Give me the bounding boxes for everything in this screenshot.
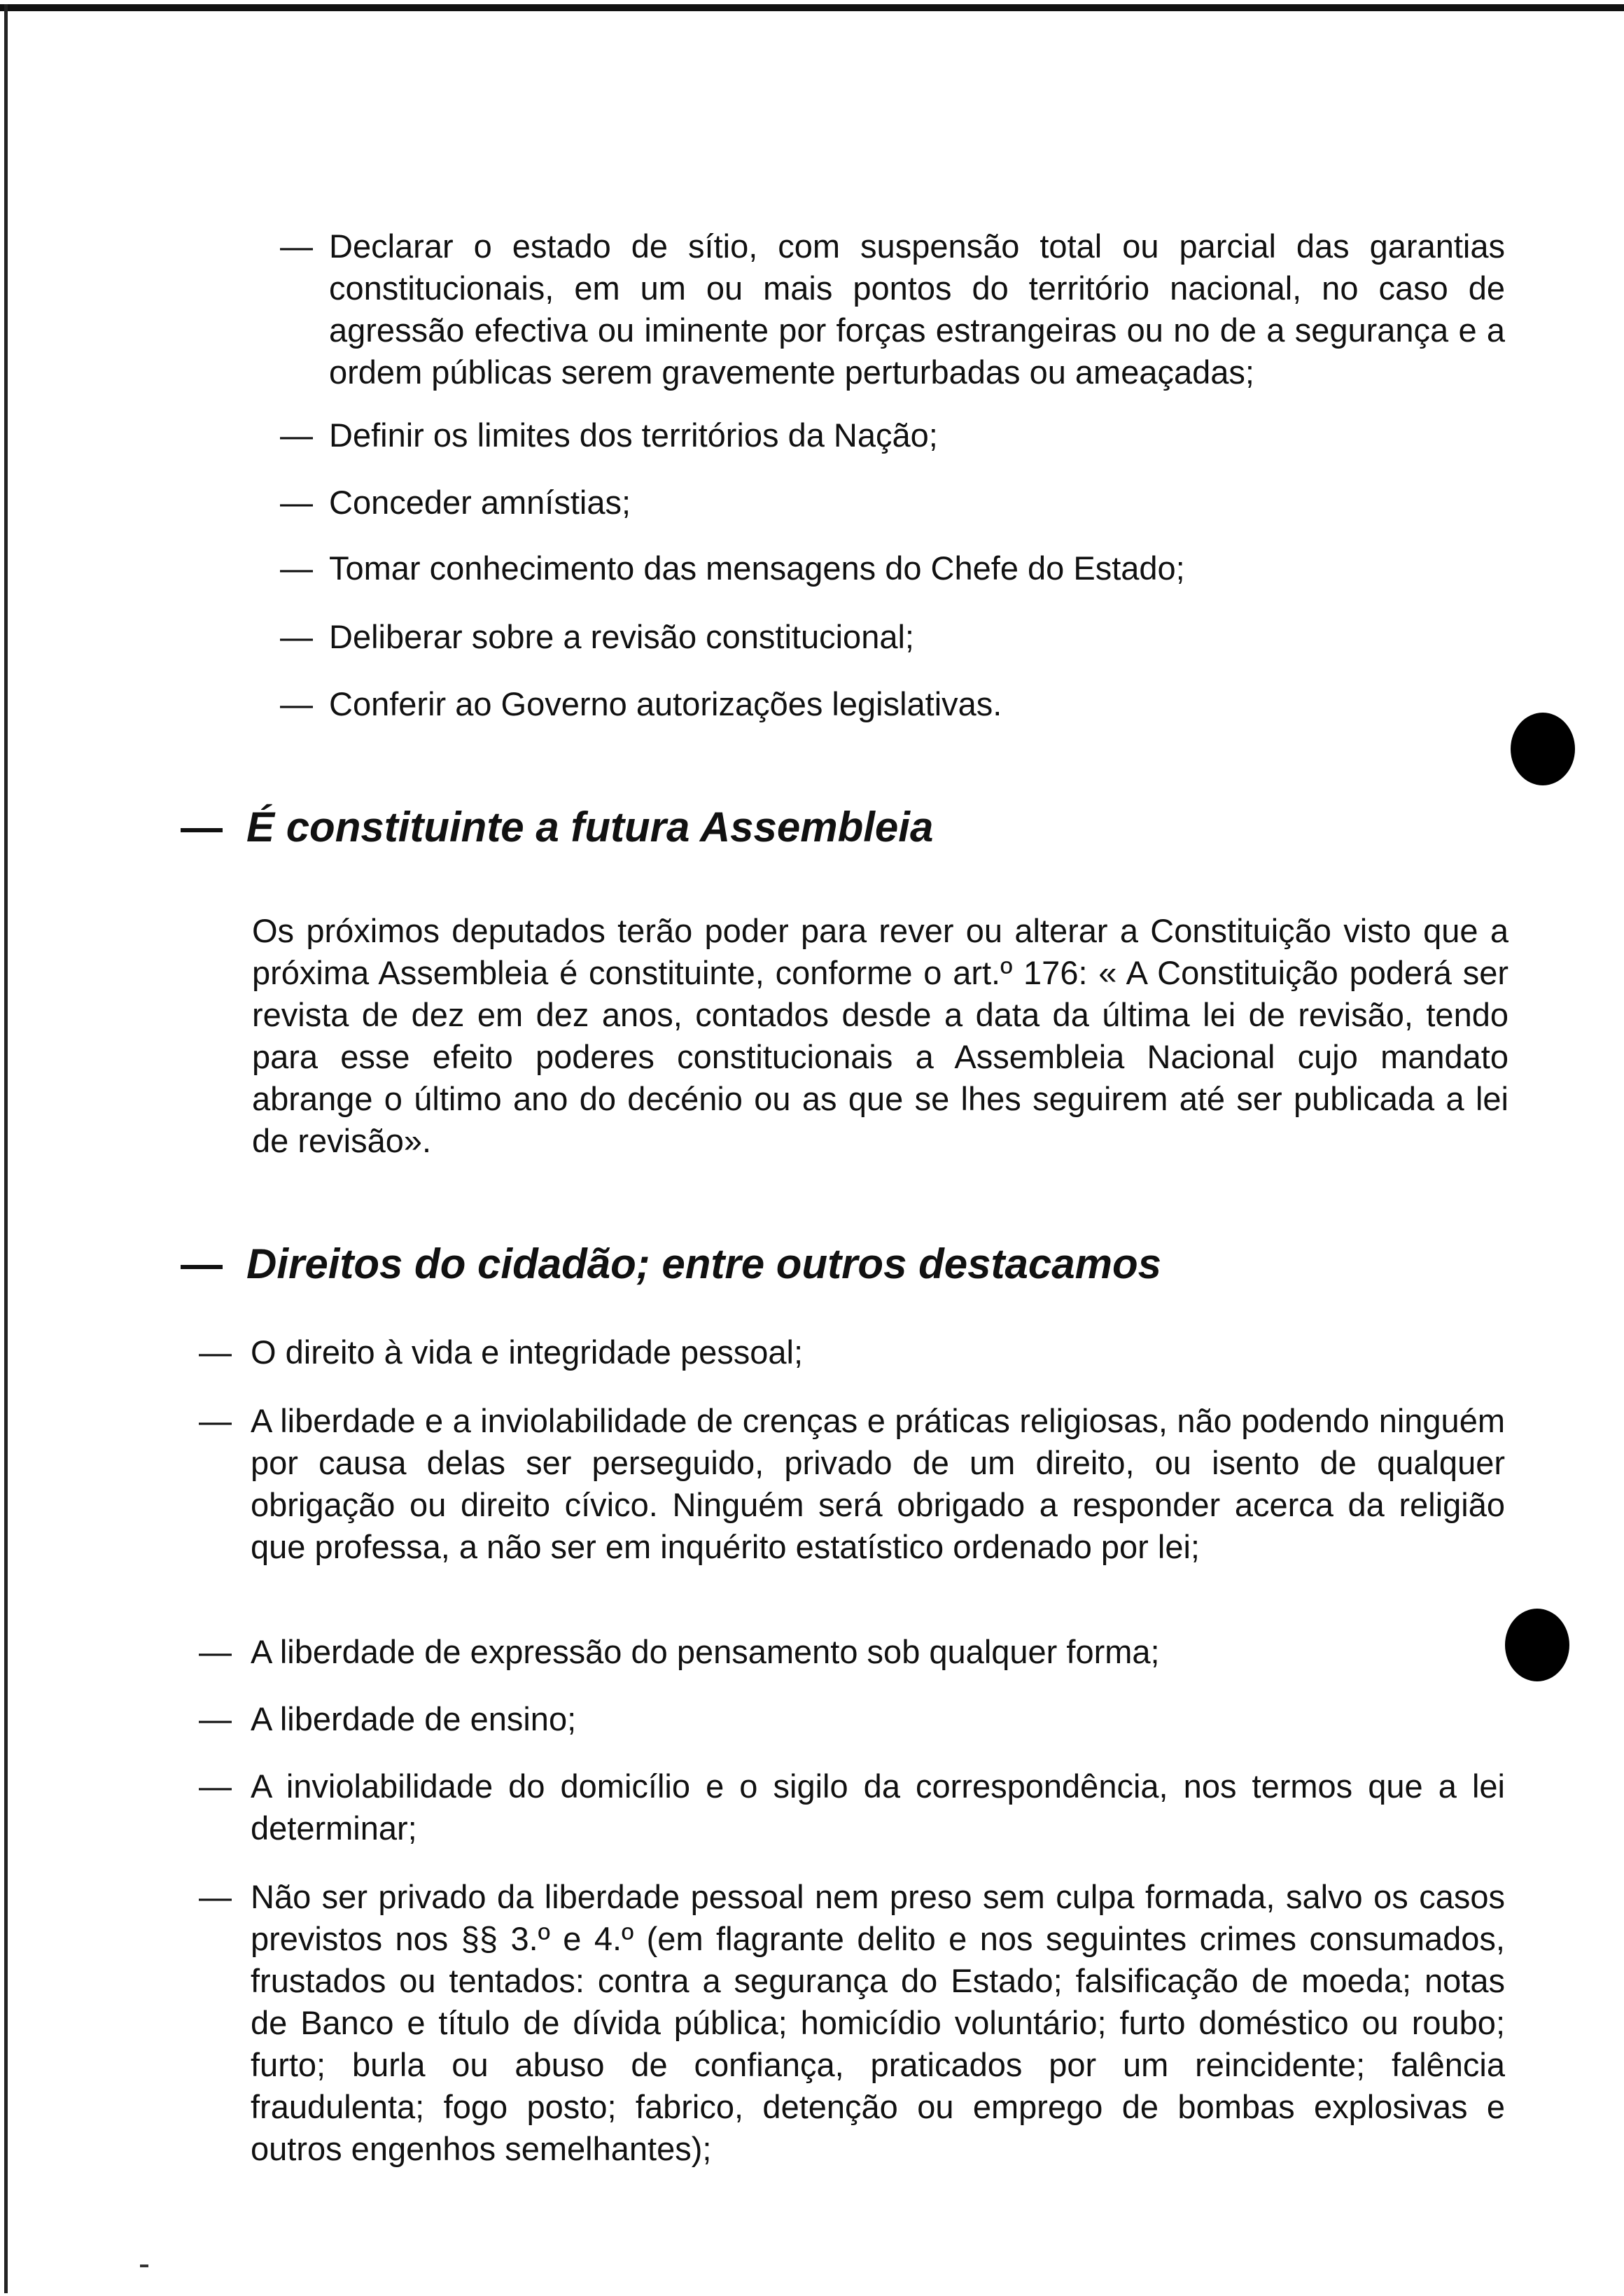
heading-dash: —: [181, 804, 223, 850]
section-heading: [181, 1236, 1161, 1292]
list-dash: —: [280, 416, 313, 454]
list-item: [199, 1876, 1505, 2170]
list-item-text: A liberdade de expressão do pensamento sob qualquer forma;: [251, 1633, 1160, 1670]
list-item: [199, 1400, 1505, 1568]
list-item: [280, 414, 1505, 456]
heading-text: Direitos do cidadão; entre outros destacamos: [246, 1240, 1161, 1287]
list-dash: —: [199, 1334, 232, 1371]
list-item: [199, 1765, 1505, 1849]
list-item: [199, 1331, 1505, 1373]
list-item: [280, 482, 1505, 524]
list-item: [280, 616, 1505, 658]
left-border-rule: [4, 4, 8, 2293]
list-item: [280, 683, 1505, 725]
body-paragraph: Os próximos deputados terão poder para rever ou alterar a Constituição visto que a próxima Assembleia é constituinte, conforme o art.º 176: « A Constituição poderá ser revista de dez em dez anos, contados desde a data da última lei de revisão, tendo para esse efeito poderes constitucionais a Assembleia Nacional cujo mandato abrange o último ano do decénio ou as que se lhes seguirem até ser publicada a lei de revisão».: [252, 912, 1508, 1159]
list-item-text: O direito à vida e integridade pessoal;: [251, 1334, 804, 1371]
list-item-text: Declarar o estado de sítio, com suspensão total ou parcial das garantias constitucionais, em um ou mais pontos do território nacional, no caso de agressão efectiva ou iminente por forças estrangeiras ou no de a segurança e a ordem públicas serem gravemente perturbadas ou ameaçadas;: [329, 227, 1505, 391]
heading-dash: —: [181, 1240, 223, 1287]
top-border-rule: [0, 4, 1624, 11]
list-dash: —: [280, 618, 313, 655]
list-item: [280, 225, 1505, 393]
scan-artifact-mark: [140, 2264, 148, 2267]
list-item-text: Deliberar sobre a revisão constitucional;: [329, 618, 914, 655]
list-item-text: Conferir ao Governo autorizações legislativas.: [329, 685, 1002, 722]
list-dash: —: [280, 685, 313, 722]
punch-hole-mark: [1505, 1609, 1569, 1681]
list-dash: —: [199, 1633, 232, 1670]
list-item: [199, 1631, 1505, 1673]
list-dash: —: [280, 484, 313, 521]
list-item-text: Definir os limites dos territórios da Nação;: [329, 416, 938, 454]
list-item-text: Não ser privado da liberdade pessoal nem preso sem culpa formada, salvo os casos previstos nos §§ 3.º e 4.º (em flagrante delito e nos seguintes crimes consumados, frustados ou tentados: contra a segurança do Estado; falsificação de moeda; notas de Banco e título de dívida pública; homicídio voluntário; furto doméstico ou roubo; furto; burla ou abuso de confiança, praticados por um reincidente; falência fraudulenta; fogo posto; fabrico, detenção ou emprego de bombas explosivas e outros engenhos semelhantes);: [251, 1878, 1505, 2167]
list-dash: —: [280, 550, 313, 587]
list-item-text: A liberdade de ensino;: [251, 1700, 577, 1737]
section-heading: [181, 799, 933, 855]
list-item-text: Tomar conhecimento das mensagens do Chefe do Estado;: [329, 550, 1185, 587]
list-item: [199, 1698, 1505, 1740]
heading-text: É constituinte a futura Assembleia: [246, 804, 934, 850]
list-dash: —: [280, 227, 313, 265]
list-dash: —: [199, 1402, 232, 1439]
list-item-text: A inviolabilidade do domicílio e o sigilo da correspondência, nos termos que a lei determinar;: [251, 1768, 1505, 1847]
list-dash: —: [199, 1878, 232, 1915]
list-item: [280, 547, 1505, 589]
list-item-text: A liberdade e a inviolabilidade de crenças e práticas religiosas, não podendo ninguém por causa delas ser perseguido, privado de um direito, ou isento de qualquer obrigação ou direito cívico. Ninguém será obrigado a responder acerca da religião que professa, a não ser em inquérito estatístico ordenado por lei;: [251, 1402, 1505, 1565]
list-dash: —: [199, 1768, 232, 1805]
punch-hole-mark: [1511, 713, 1575, 785]
list-dash: —: [199, 1700, 232, 1737]
list-item-text: Conceder amnístias;: [329, 484, 631, 521]
